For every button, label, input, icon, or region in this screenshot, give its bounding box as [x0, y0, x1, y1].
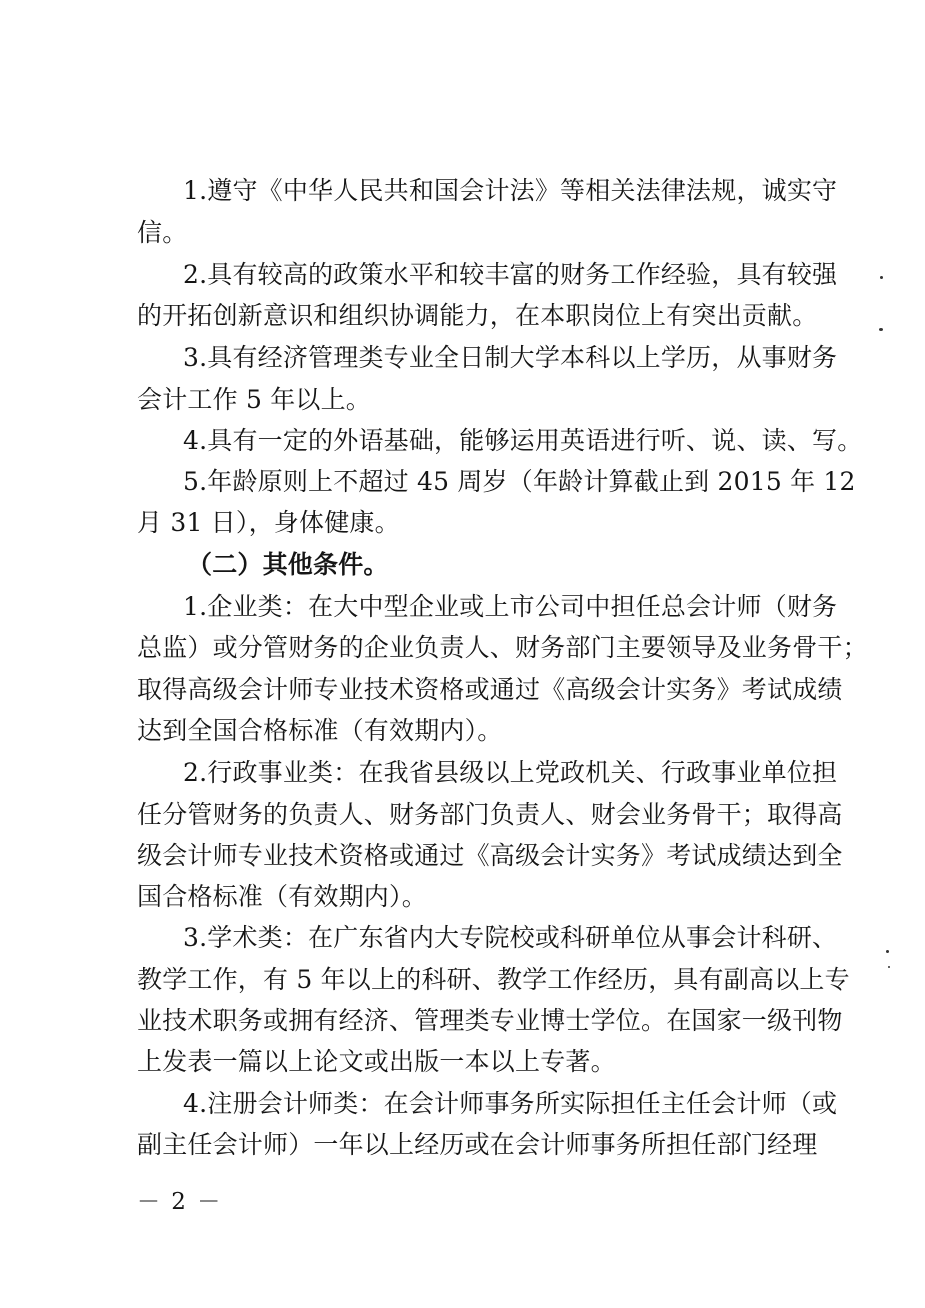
section-heading: （二）其他条件。: [187, 550, 389, 579]
text-line: 取得高级会计师专业技术资格或通过《高级会计实务》考试成绩: [137, 675, 843, 704]
text-line: 4.注册会计师类：在会计师事务所实际担任主任会计师（或: [183, 1089, 838, 1118]
text-line: 2.具有较高的政策水平和较丰富的财务工作经验，具有较强: [183, 260, 838, 289]
text-line: 月 31 日），身体健康。: [137, 508, 400, 537]
scan-speck: [880, 276, 883, 279]
text-line: 5.年龄原则上不超过 45 周岁（年龄计算截止到 2015 年 12: [183, 467, 856, 496]
text-line: 业技术职务或拥有经济、管理类专业博士学位。在国家一级刊物: [137, 1006, 843, 1035]
text-line: 2.行政事业类：在我省县级以上党政机关、行政事业单位担: [183, 758, 838, 787]
scan-speck: [886, 950, 889, 953]
text-line: 任分管财务的负责人、财务部门负责人、财会业务骨干；取得高: [137, 800, 843, 829]
text-line: 总监）或分管财务的企业负责人、财务部门主要领导及业务骨干；: [137, 633, 868, 662]
text-line: 级会计师专业技术资格或通过《高级会计实务》考试成绩达到全: [137, 841, 843, 870]
text-line: 4.具有一定的外语基础，能够运用英语进行听、说、读、写。: [183, 426, 863, 455]
text-line: 信。: [137, 218, 188, 247]
scan-speck: [879, 328, 883, 331]
text-line: 会计工作 5 年以上。: [137, 385, 372, 414]
text-line: 上发表一篇以上论文或出版一本以上专著。: [137, 1047, 616, 1076]
text-line: 国合格标准（有效期内）。: [137, 882, 427, 911]
page-number: － 2 －: [137, 1189, 223, 1215]
text-line: 教学工作，有 5 年以上的科研、教学工作经历，具有副高以上专: [137, 965, 850, 994]
text-line: 的开拓创新意识和组织协调能力，在本职岗位上有突出贡献。: [137, 301, 818, 330]
text-line: 3.学术类：在广东省内大专院校或科研单位从事会计科研、: [183, 923, 838, 952]
text-line: 1.遵守《中华人民共和国会计法》等相关法律法规，诚实守: [183, 176, 838, 205]
text-line: 1.企业类：在大中型企业或上市公司中担任总会计师（财务: [183, 592, 838, 621]
scan-speck: [888, 966, 890, 968]
text-line: 副主任会计师）一年以上经历或在会计师事务所担任部门经理: [137, 1130, 818, 1159]
text-line: 3.具有经济管理类专业全日制大学本科以上学历，从事财务: [183, 343, 838, 372]
text-line: 达到全国合格标准（有效期内）。: [137, 716, 503, 745]
